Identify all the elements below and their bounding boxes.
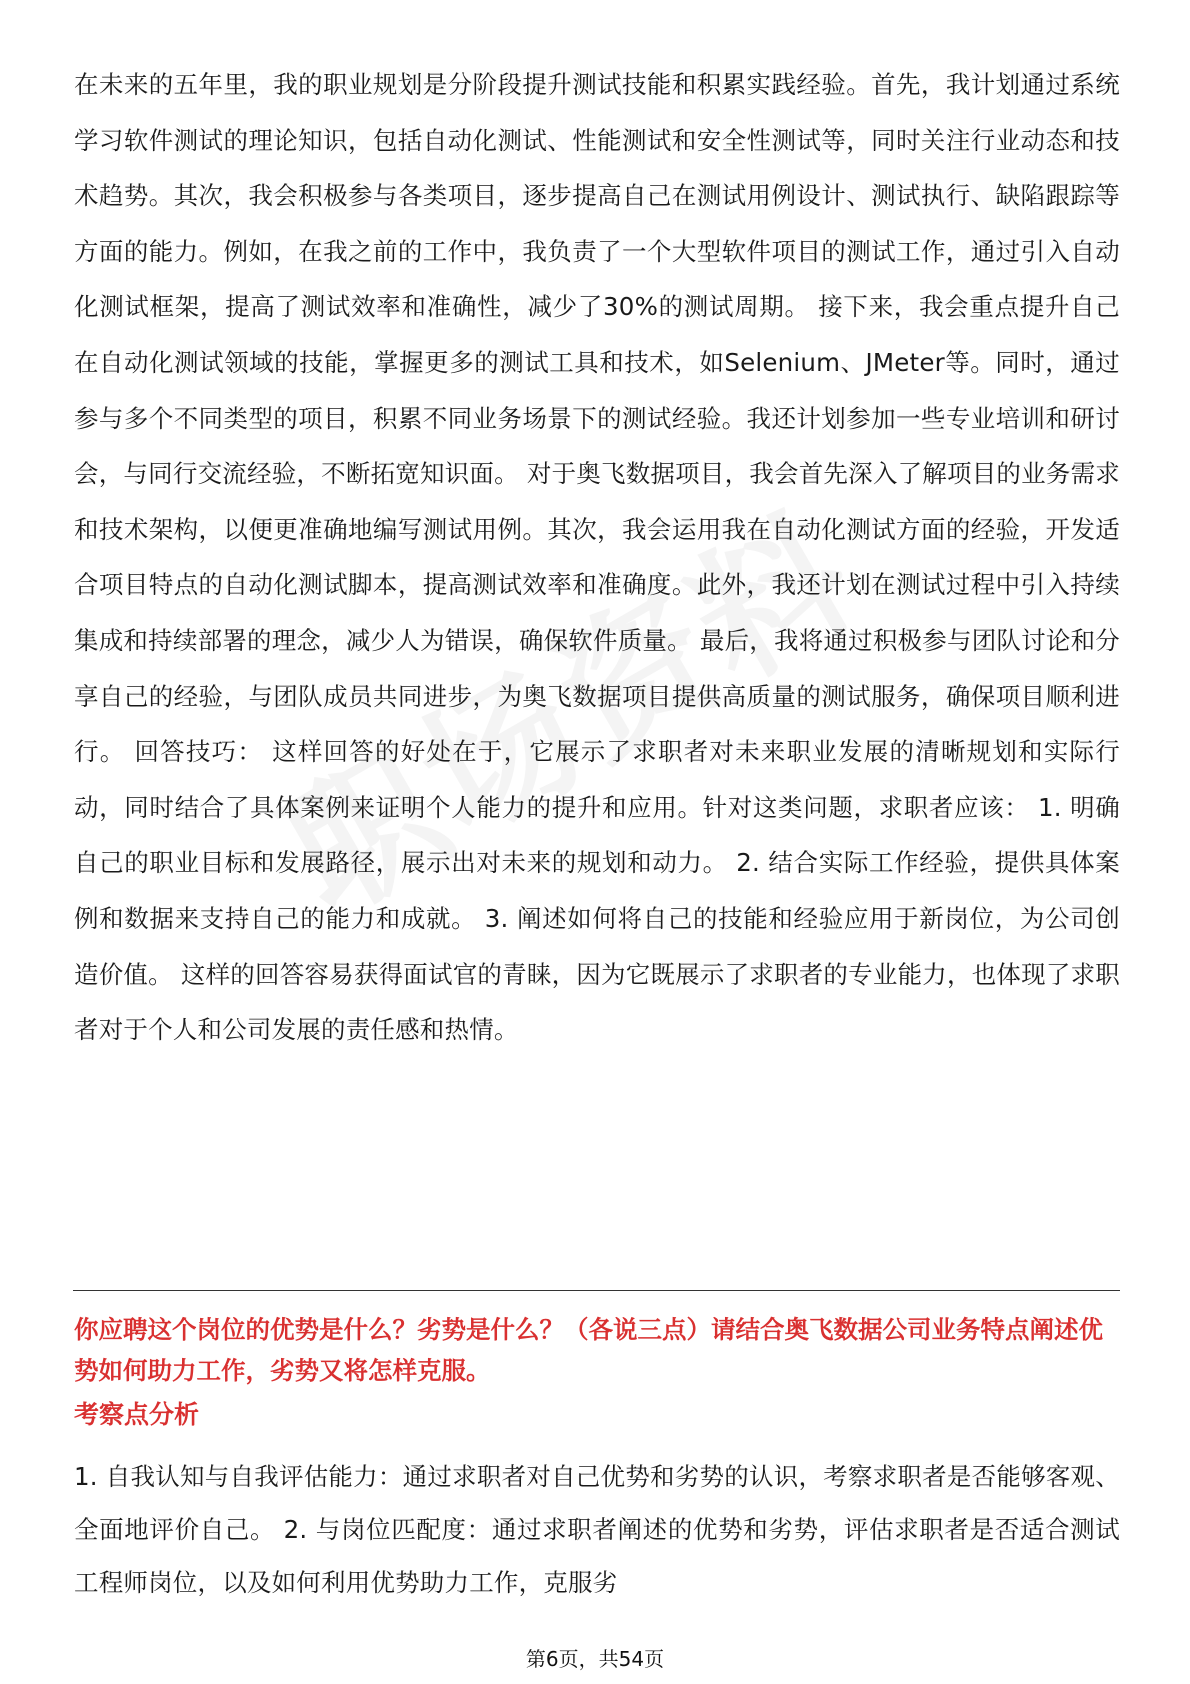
section-heading: 考察点分析 [74,1400,200,1429]
answer-paragraph: 在未来的五年里，我的职业规划是分阶段提升测试技能和积累实践经验。首先，我计划通过系统学习软件测试的理论知识，包括自动化测试、性能测试和安全性测试等，同时关注行业动态和技术趋势。其次，我会积极参与各类项目，逐步提高自己在测试用例设计、测试执行、缺陷跟踪等方面的能力。例如，在我之前的工作中，我负责了一个大型软件项目的测试工作，通过引入自动化测试框架，提高了测试效率和准确性，减少了30%的测试周期。 接下来，我会重点提升自己在自动化测试领域的技能，掌握更多的测试工具和技术，如Selenium、JMeter等。同时，通过参与多个不同类型的项目，积累不同业务场景下的测试经验。我还计划参加一些专业培训和研讨会，与同行交流经验，不断拓宽知识面。 对于奥飞数据项目，我会首先深入了解项目的业务需求和技术架构，以便更准确地编写测试用例。其次，我会运用我在自动化测试方面的经验，开发适合项目特点的自动化测试脚本，提高测试效率和准确度。此外，我还计划在测试过程中引入持续集成和持续部署的理念，减少人为错误，确保软件质量。 最后，我将通过积极参与团队讨论和分享自己的经验，与团队成员共同进步，为奥飞数据项目提供高质量的测试服务，确保项目顺利进行。 回答技巧： 这样回答的好处在于，它展示了求职者对未来职业发展的清晰规划和实际行动，同时结合了具体案例来证明个人能力的提升和应用。针对这类问题，求职者应该： 1. 明确自己的职业目标和发展路径，展示出对未来的规划和动力。 2. 结合实际工作经验，提供具体案例和数据来支持自己的能力和成就。 3. 阐述如何将自己的技能和经验应用于新岗位，为公司创造价值。 这样的回答容易获得面试官的青睐，因为它既展示了求职者的专业能力，也体现了求职者对于个人和公司发展的责任感和热情。 [74,70,1120,1045]
section-divider [73,1290,1120,1291]
page-number: 第6页，共54页 [525,1647,665,1671]
analysis-paragraph: 1. 自我认知与自我评估能力：通过求职者对自己优势和劣势的认识，考察求职者是否能够客观、全面地评价自己。 2. 与岗位匹配度：通过求职者阐述的优势和劣势，评估求职者是否适合测试工程师岗位，以及如何利用优势助力工作，克服劣 [74,1462,1120,1597]
interview-question: 你应聘这个岗位的优势是什么？劣势是什么？（各说三点）请结合奥飞数据公司业务特点阐述优势如何助力工作，劣势又将怎样克服。 [74,1315,1103,1385]
